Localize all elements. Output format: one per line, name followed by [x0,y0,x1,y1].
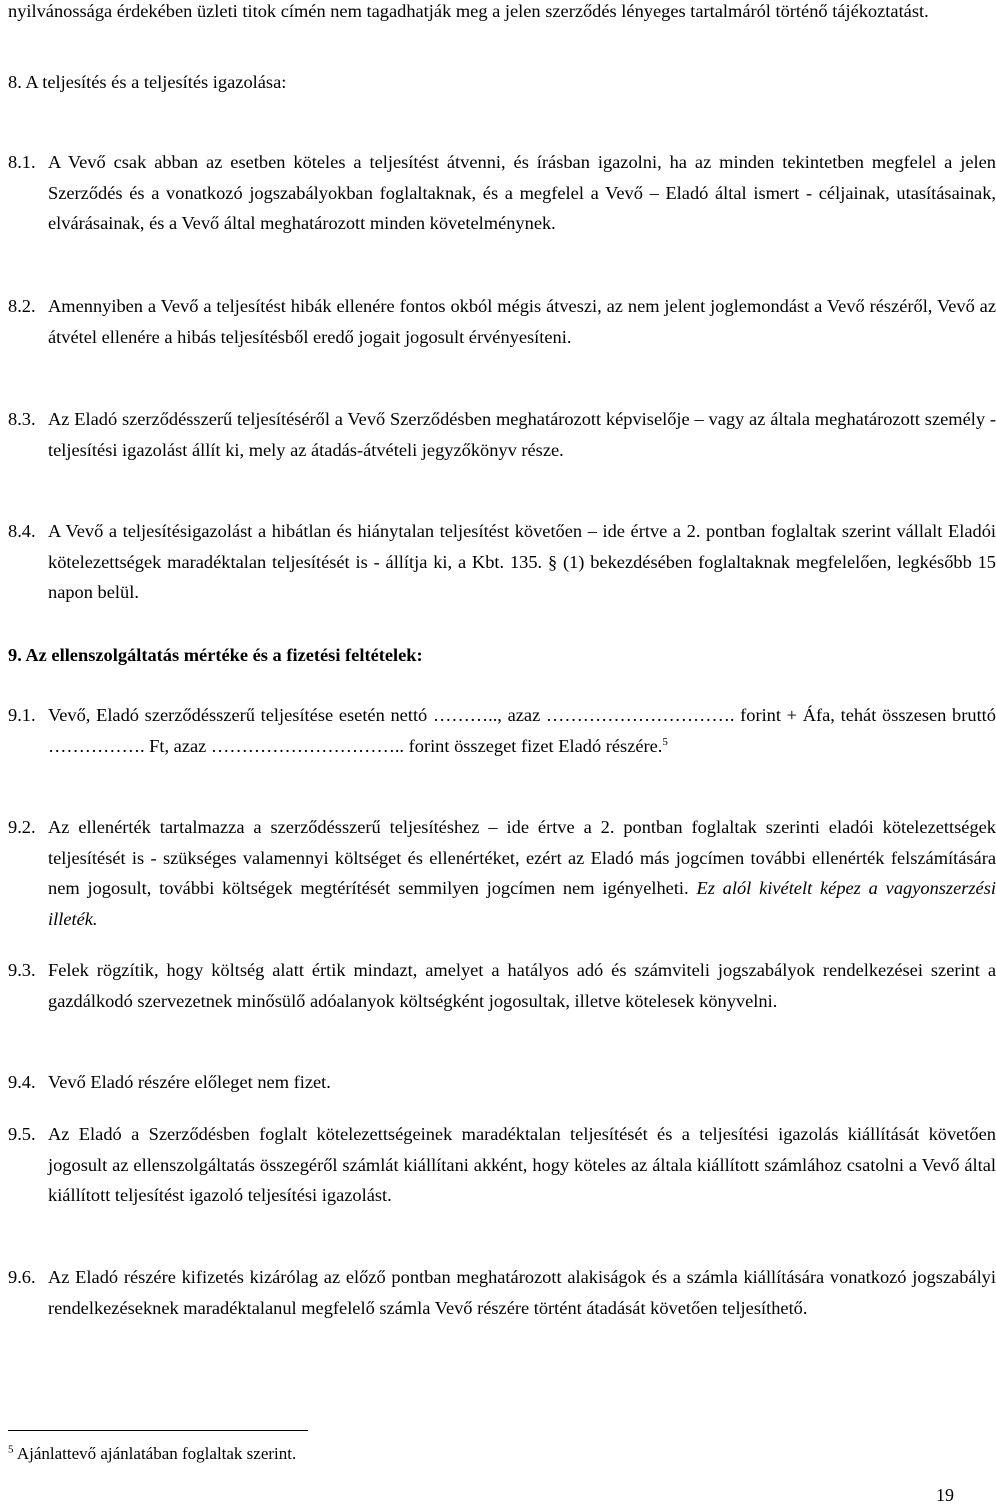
paragraph-text: Az ellenérték tartalmazza a szerződésszerű teljesítéshez – ide értve a 2. pontban foglaltak szerinti eladói kötelezettségek teljesítését is - szükséges valamennyi költséget és ellenértéket, ezért az Eladó más jogcímen további ellenérték felszámítására nem jogosult, további költségek megtérítését semmilyen jogcímen nem igényelheti. [48,817,996,898]
paragraph-text: Az Eladó szerződésszerű teljesítéséről a Vevő Szerződésben meghatározott képviselője – vagy az általa meghatározott személy - teljesítési igazolást állít ki, mely az átadás-átvételi jegyzőkönyv része. [48,409,996,460]
paragraph-number: 9.4. [8,1072,36,1092]
paragraph-number: 9.1. [8,705,36,725]
paragraph-text: Az Eladó részére kifizetés kizárólag az előző pontban meghatározott alakiságok és a számla kiállítására vonatkozó jogszabályi rendelkezéseknek maradéktalanul megfelelő számla Vevő részére történt átadását követően teljesíthető. [48,1267,996,1318]
paragraph-text: Felek rögzítik, hogy költség alatt értik mindazt, amelyet a hatályos adó és számviteli jogszabályok rendelkezései szerint a gazdálkodó szervezetnek minősülő adóalanyok költségként jogosultak, illetve kötelesek könyvelni. [48,960,996,1011]
paragraph-text: A Vevő a teljesítésigazolást a hibátlan és hiánytalan teljesítést követően – ide értve a 2. pontban foglaltak szerint vállalt Eladói kötelezettségek maradéktalan teljesítését is - állítja ki, a Kbt. 135. § (1) bekezdésében foglaltaknak megfelelően, legkésőbb 15 napon belül. [48,521,996,602]
paragraph-number: 9.3. [8,960,36,980]
paragraph-number: 8.1. [8,152,36,172]
paragraph-number: 8.3. [8,409,36,429]
paragraph-8-1 [8,147,996,239]
paragraph-text: A Vevő csak abban az esetben köteles a teljesítést átvenni, és írásban igazolni, ha az minden tekintetben megfelel a jelen Szerződés és a vonatkozó jogszabályokban foglaltaknak, és a megfelel a Vevő – Eladó által ismert - céljainak, utasításainak, elvárásainak, és a Vevő által meghatározott minden követelménynek. [48,152,996,233]
italic-note: Ez alól kivételt képez a vagyonszerzési illeték. [48,878,996,929]
paragraph-number: 9.5. [8,1124,36,1144]
footnote-separator [8,1430,308,1431]
paragraph-9-1 [8,700,996,761]
footnote [8,1444,296,1464]
paragraph-9-6 [8,1262,996,1323]
paragraph-text: Amennyiben a Vevő a teljesítést hibák ellenére fontos okból mégis átveszi, az nem jelent joglemondást a Vevő részéről, Vevő az átvétel ellenére a hibás teljesítésből eredő jogait jogosult érvényesíteni. [48,296,996,347]
paragraph-number: 9.6. [8,1267,36,1287]
paragraph-8-2 [8,291,996,352]
paragraph-text: Az Eladó a Szerződésben foglalt kötelezettségeinek maradéktalan teljesítését és a teljesítési igazolás kiállítását követően jogosult az ellenszolgáltatás összegéről számlát kiállítani akként, hogy köteles az általa kiállított számlához csatolni a Vevő által kiállított teljesítést igazoló teljesítési igazolást. [48,1124,996,1205]
footnote-reference: 5 [662,735,668,748]
footnote-text: Ajánlattevő ajánlatában foglaltak szerint. [16,1444,297,1463]
page-number: 19 [936,1485,954,1505]
paragraph-text: Vevő, Eladó szerződésszerű teljesítése esetén nettó ……….., azaz …………………………. forint + Áfa, tehát összesen bruttó ……………. Ft, azaz ………………………….. forint összeget fizet Eladó részére. [48,705,996,756]
footnote-number: 5 [8,1443,14,1456]
paragraph-8-3 [8,404,996,465]
paragraph-9-2 [8,812,996,934]
paragraph-text: Vevő Eladó részére előleget nem fizet. [48,1072,331,1092]
paragraph-8-4 [8,516,996,608]
paragraph-number: 8.2. [8,296,36,316]
paragraph-9-4 [8,1067,996,1098]
section-8-heading: 8. A teljesítés és a teljesítés igazolása: [8,72,287,92]
paragraph-number: 9.2. [8,817,36,837]
paragraph-9-5 [8,1119,996,1211]
section-9-heading: 9. Az ellenszolgáltatás mértéke és a fizetési feltételek: [8,645,423,665]
intro-paragraph: nyilvánossága érdekében üzleti titok címén nem tagadhatják meg a jelen szerződés lényeges tartalmáról történő tájékoztatást. [8,1,929,21]
paragraph-number: 8.4. [8,521,36,541]
paragraph-9-3 [8,955,996,1016]
